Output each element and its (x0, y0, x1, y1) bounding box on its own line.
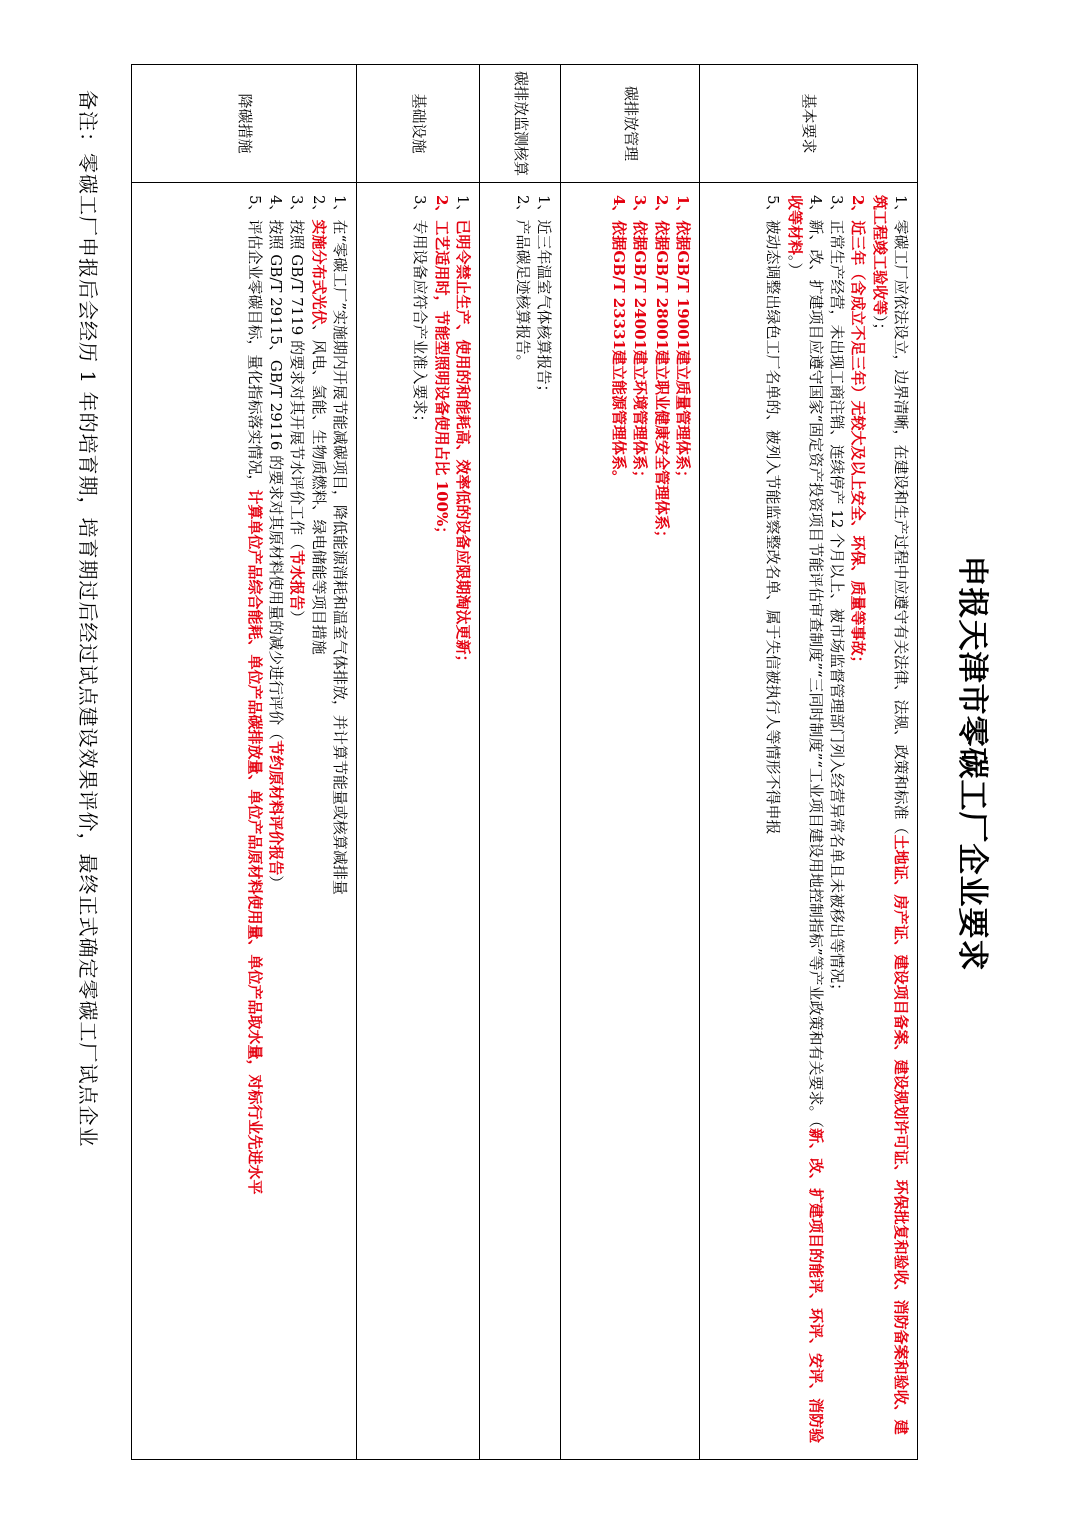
section-carbon-monitoring (480, 65, 561, 1460)
item-text: 1、近三年温室气体核算报告； (535, 195, 553, 400)
highlighted-text: 2、工艺适用时，节能型照明设备使用占比 100%； (432, 195, 451, 542)
section-items (561, 183, 700, 1460)
item-text: 4、新、改、扩建项目应遵守国家“固定资产投资项目节能评估审查制度”“三同时制度”“工业项目建设用地控制指标”等产业政策和有关要求。（ (806, 195, 825, 1129)
item-text: 3、专用设备应符合产业准入要求； (411, 195, 430, 430)
requirement-item (533, 195, 554, 1449)
highlighted-text: 节水报告 (288, 550, 307, 611)
requirement-item (783, 195, 826, 1449)
item-text: 3、正常生产经营，未出现工商注销、连续停产 12 个月以上、被市场监督管理部门列入经营异常名单且未被移出等情况； (828, 195, 847, 999)
item-text: 。） (785, 255, 804, 278)
requirement-item (826, 195, 847, 1449)
item-text: ） (288, 610, 307, 626)
requirement-item (608, 195, 629, 1449)
requirement-item (452, 195, 473, 1449)
requirement-item (430, 195, 451, 1449)
section-items (132, 183, 357, 1460)
item-text: 1、零碳工厂应依法设立，边界清晰，在建设和生产过程中应遵守有关法律、法规、政策和标准（ (892, 195, 910, 835)
highlighted-text: 3、依据GB/T 24001建立环境管理体系； (631, 195, 650, 485)
item-text: 2、 (309, 195, 328, 220)
category-label: 碳排放监测核算 (480, 65, 561, 183)
category-label: 基础设施 (357, 65, 480, 183)
category-label: 基本要求 (700, 65, 918, 183)
highlighted-text: 4、依据GB/T 23331建立能源管理体系。 (610, 195, 629, 485)
section-items (357, 183, 480, 1460)
requirement-item (847, 195, 868, 1449)
section-items (480, 183, 561, 1460)
highlighted-text: 2、近三年（含成立不足三年）无较大及以上安全、环保、质量等事故； (849, 195, 868, 671)
section-items (700, 183, 918, 1460)
requirement-item (762, 195, 783, 1449)
highlighted-text: 土地证、房产证、建设项目备案、建设规划许可证、环保批复和验收、消防备案和验收、建筑工程竣工验收等 (870, 195, 910, 1435)
item-text: ） (267, 875, 286, 891)
requirement-item (629, 195, 650, 1449)
section-basic-requirements (700, 65, 918, 1460)
category-label: 降碳措施 (132, 65, 357, 183)
highlighted-text: 节约原材料评价报告 (267, 740, 286, 876)
requirement-item (511, 195, 532, 1449)
requirement-item (409, 195, 430, 1449)
requirement-item (307, 195, 328, 1449)
highlighted-text: 实施分布式光伏 (309, 219, 328, 325)
item-text: 5、评估企业零碳目标，量化指标落实情况， (245, 195, 264, 490)
item-text: 1、在“零碳工厂”实施期内开展节能减碳项目，降低能源消耗和温室气体排放，并计算节能量或核算减排量 (331, 195, 349, 895)
requirement-item (650, 195, 671, 1449)
category-label: 碳排放管理 (561, 65, 700, 183)
item-text: 2、产品碳足迹核算报告。 (513, 195, 532, 370)
section-carbon-reduction (132, 65, 357, 1460)
highlighted-text: 计算单位产品综合能耗、单位产品碳排放量、单位产品原材料使用量、单位产品取水量，对标行业先进水平 (245, 489, 264, 1195)
highlighted-text: 1、依据GB/T 19001建立质量管理体系； (674, 195, 692, 485)
requirement-item (286, 195, 307, 1449)
requirement-item (265, 195, 286, 1449)
requirement-item (868, 195, 911, 1449)
section-carbon-management (561, 65, 700, 1460)
item-text: ）； (870, 315, 889, 338)
item-text: 3、按照 GB/T 7119 的要求对其开展节水评价工作（ (288, 195, 307, 551)
item-text: 、风电、氢能、生物质燃料、绿电储能等项目措施 (309, 324, 328, 655)
footnote: 备注：零碳工厂申报后会经历 1 年的培育期，培育期过后经过试点建设效果评价，最终正式确定零碳工厂试点企业 (76, 90, 100, 1148)
requirement-item (244, 195, 265, 1449)
requirement-item (672, 195, 693, 1449)
item-text: 4、按照 GB/T 29115、GB/T 29116 的要求对其原材料使用量的减少进行评价（ (267, 195, 286, 741)
requirements-table (131, 64, 918, 1460)
section-infrastructure (357, 65, 480, 1460)
highlighted-text: 已明令禁止生产、使用的和能耗高、效率低的设备应限期淘汰更新； (454, 219, 472, 670)
highlighted-text: 新、改、扩建项目的能评、环评、安评、消防验收等材料 (785, 195, 825, 1444)
item-text: 1、 (454, 195, 472, 220)
requirement-item (329, 195, 350, 1449)
page-title: 申报天津市零碳工厂企业要求 (954, 555, 990, 972)
highlighted-text: 2、依据GB/T 28001建立职业健康安全管理体系； (652, 195, 671, 545)
item-text: 5、被动态调整出绿色工厂名单的、被列入节能监察整改名单、属于失信被执行人等情形不得申报 (764, 195, 783, 835)
